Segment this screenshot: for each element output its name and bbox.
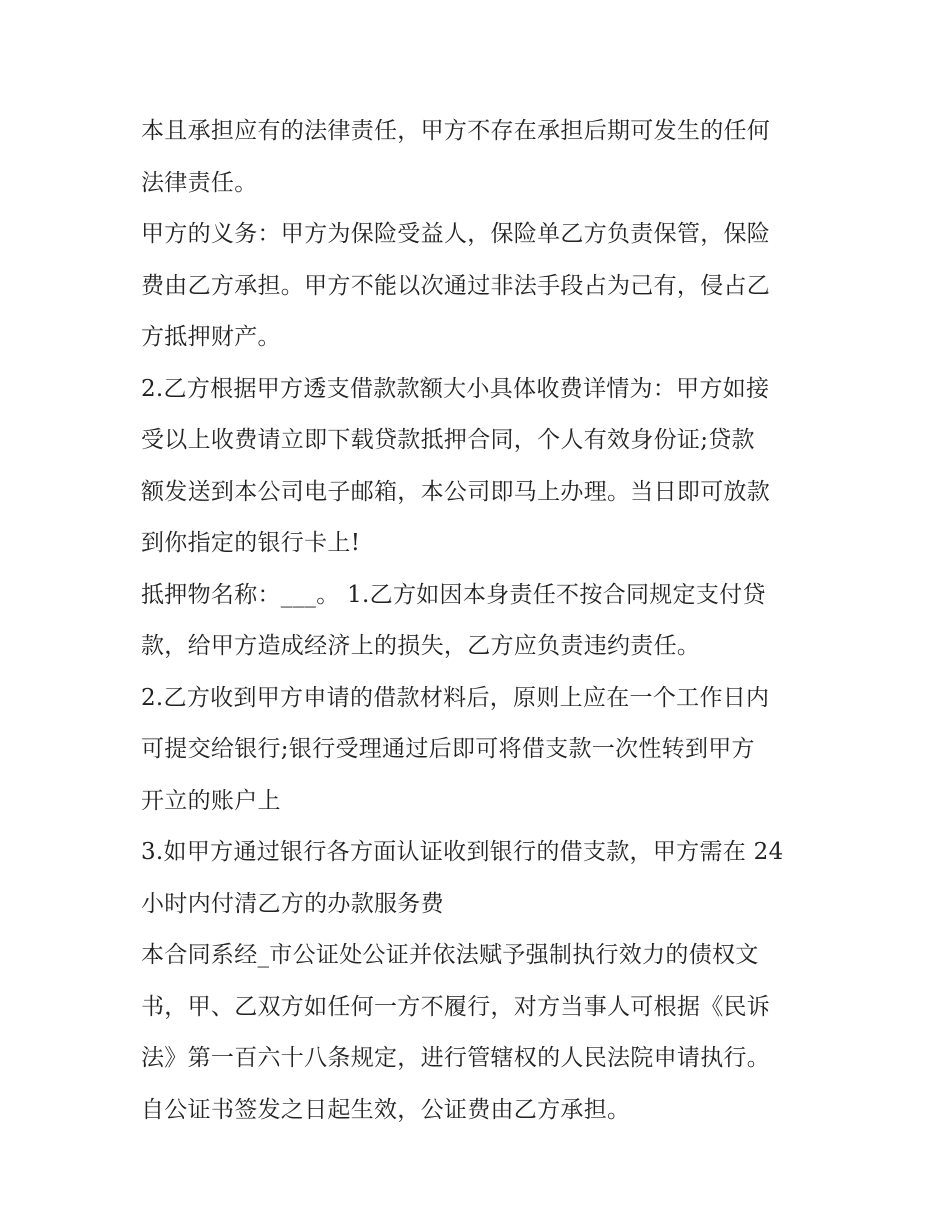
text-line: 小时内付清乙方的办款服务费 [141, 890, 444, 917]
text-line: 甲方的义务：甲方为保险受益人，保险单乙方负责保管，保险 [141, 221, 771, 247]
text-line: 自公证书签发之日起生效，公证费由乙方承担。 [141, 1096, 631, 1123]
text-line: 到你指定的银行卡上! [141, 530, 361, 556]
text-line: 本且承担应有的法律责任，甲方不存在承担后期可发生的任何 [141, 118, 771, 144]
text-line: 法》第一百六十八条规定，进行管辖权的人民法院申请执行。 [141, 1045, 771, 1071]
text-line: 2.乙方收到甲方申请的借款材料后，原则上应在一个工作日内 [141, 684, 770, 711]
text-line: 开立的账户上 [141, 787, 281, 814]
text-line: 可提交给银行;银行受理通过后即可将借支款一次性转到甲方 [141, 736, 755, 762]
text-line: 3.如甲方通过银行各方面认证收到银行的借支款，甲方需在 24 [141, 839, 784, 865]
text-line: 额发送到本公司电子邮箱，本公司即马上办理。当日即可放款 [141, 478, 771, 505]
text-line: 费由乙方承担。甲方不能以次通过非法手段占为己有，侵占乙 [141, 272, 771, 299]
text-line: 书，甲、乙双方如任何一方不履行，对方当事人可根据《民诉 [141, 993, 771, 1020]
text-line: 方抵押财产。 [141, 324, 281, 350]
text-line: 法律责任。 [141, 169, 258, 196]
document-body [141, 106, 821, 1136]
text-line: 款，给甲方造成经济上的损失，乙方应负责违约责任。 [141, 633, 701, 659]
text-line: 受以上收费请立即下载贷款抵押合同，个人有效身份证;贷款 [141, 427, 755, 453]
text-line: 抵押物名称：___。 1.乙方如因本身责任不按合同规定支付贷 [141, 581, 766, 608]
text-line: 2.乙方根据甲方透支借款款额大小具体收费详情为：甲方如接 [141, 375, 770, 402]
text-line: 本合同系经_市公证处公证并依法赋予强制执行效力的债权文 [141, 942, 759, 968]
